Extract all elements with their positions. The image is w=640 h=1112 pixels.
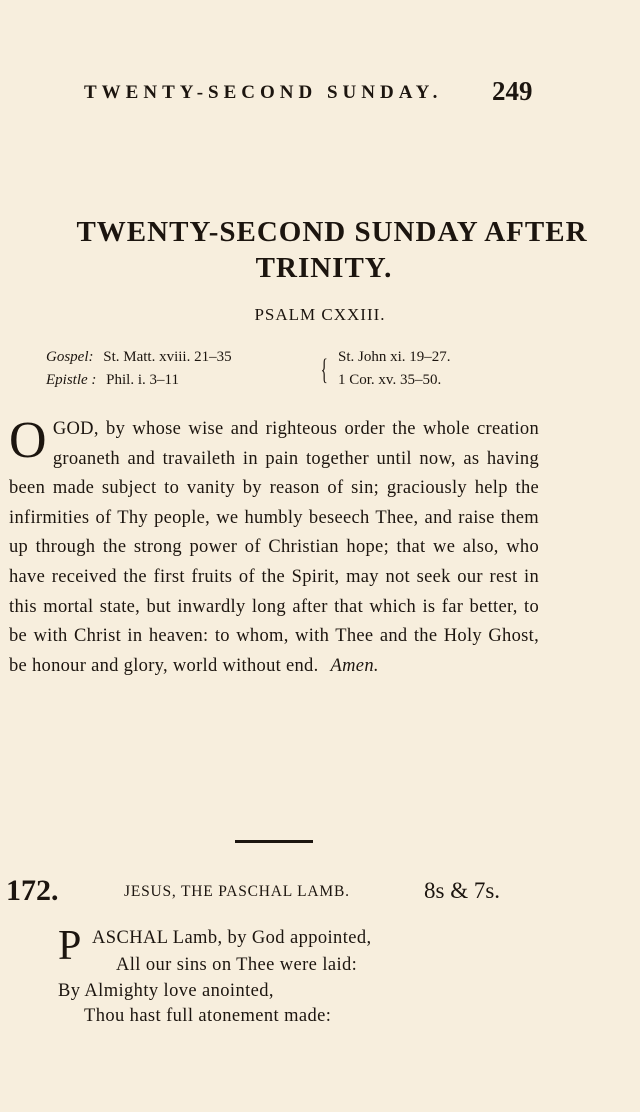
epistle-ref-left: Phil. i. 3–11 [106, 372, 179, 388]
hymn-drop-cap: P [58, 923, 82, 969]
collect-amen: Amen. [330, 655, 379, 676]
brace: { [320, 353, 328, 386]
hymn-meter: 8s & 7s. [424, 878, 501, 903]
epistle-ref-right: 1 Cor. xv. 35–50. [338, 372, 442, 388]
gospel-label: Gospel: [46, 349, 94, 365]
gospel-row [46, 349, 232, 366]
hymn-line-1: ASCHAL Lamb, by God appointed, [92, 928, 372, 948]
psalm-reference: PSALM CXXIII. [254, 305, 386, 324]
collect-drop-cap: O [9, 412, 47, 469]
page-number: 249 [492, 76, 533, 106]
section-title-line-2: TRINITY. [255, 252, 393, 284]
epistle-row [46, 372, 179, 389]
hymn-line-3: By Almighty love anointed, [58, 981, 274, 1001]
hymn-line-4: Thou hast full atonement made: [84, 1006, 332, 1026]
running-title: TWENTY-SECOND SUNDAY. [84, 82, 443, 103]
hymn-line-2: All our sins on Thee were laid: [116, 955, 358, 975]
gospel-ref-right: St. John xi. 19–27. [338, 349, 451, 365]
gospel-ref-left: St. Matt. xviii. 21–35 [103, 349, 232, 365]
epistle-label: Epistle : [46, 372, 97, 388]
hymn-number: 172. [6, 874, 59, 907]
section-title-line-1: TWENTY-SECOND SUNDAY AFTER [76, 216, 588, 248]
section-divider [235, 840, 313, 843]
collect-paragraph [9, 412, 539, 681]
collect-text: GOD, by whose wise and righteous order the whole creation groaneth and travaileth in pain together until now, as having been made subject to vanity by reason of sin; graciously help the infirmities of Thy people, we humbly beseech Thee, and raise them up through the strong power of Christian hope; that we also, who have received the first fruits of the Spirit, may not seek our rest in this mortal state, but inwardly long after that which is far better, to be with Christ in heaven: to whom, with Thee and the Holy Ghost, be honour and glory, world without end. [9, 419, 539, 676]
hymn-title: JESUS, THE PASCHAL LAMB. [124, 883, 350, 900]
